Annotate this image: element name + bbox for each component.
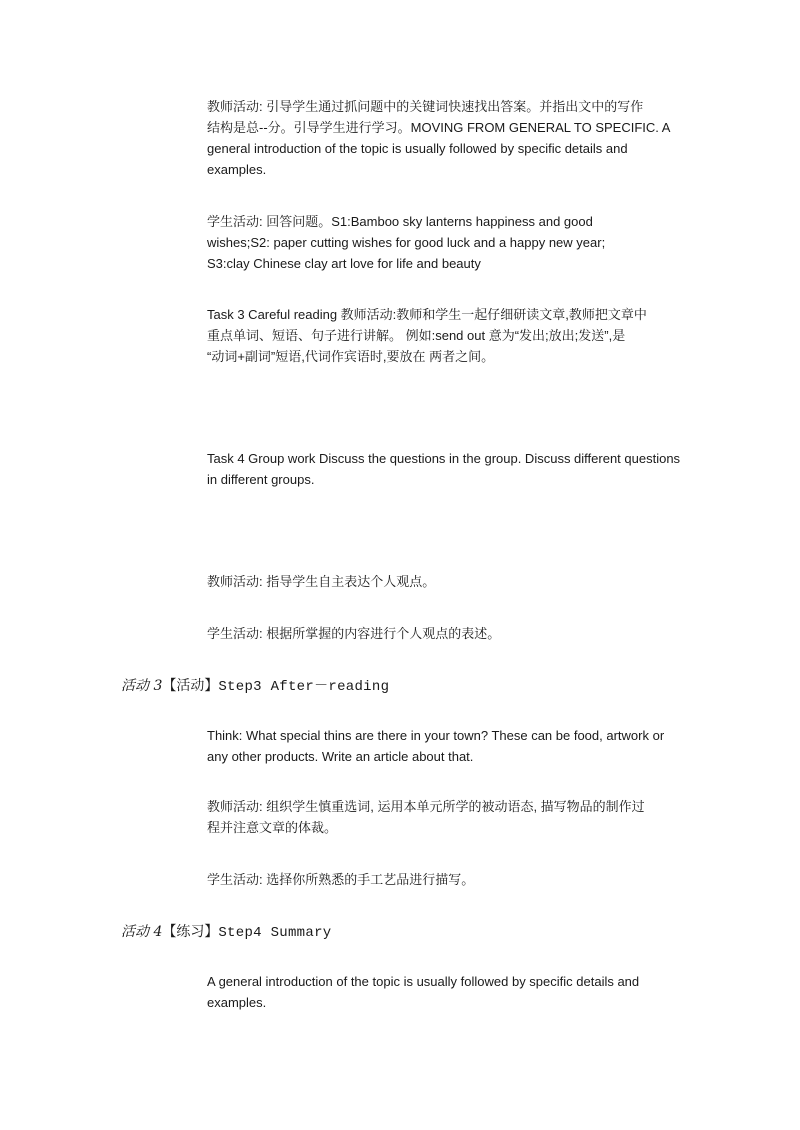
activity-3-heading: [121, 675, 389, 697]
text-line: 学生活动: 回答问题。S1:Bamboo sky lanterns happiness and good: [207, 214, 593, 229]
student-activity-paragraph-1: [207, 211, 687, 274]
text-line: “动词+副词”短语,代词作宾语时,要放在 两者之间。: [207, 349, 495, 364]
activity-label: 活动 3: [121, 678, 163, 694]
text-line: 重点单词、短语、句子进行讲解。 例如:send out 意为“发出;放出;发送”,是: [207, 328, 626, 343]
text-line: 结构是总--分。引导学生进行学习。MOVING FROM GENERAL TO SPECIFIC. A: [207, 120, 671, 135]
student-activity-paragraph-2: [207, 623, 687, 644]
text-line: 学生活动: 选择你所熟悉的手工艺品进行描写。: [207, 872, 475, 887]
text-line: 教师活动: 组织学生慎重选词, 运用本单元所学的被动语态, 描写物品的制作过: [207, 799, 645, 814]
text-line: 程并注意文章的体裁。: [207, 820, 338, 835]
activity-label: 活动 4: [121, 924, 163, 940]
text-line: A general introduction of the topic is usually followed by specific details and: [207, 974, 640, 989]
activity-title: Step4 Summary: [218, 925, 332, 941]
task3-paragraph: [207, 304, 687, 367]
activity-type: 【练习】: [162, 924, 219, 940]
teacher-activity-paragraph-1: [207, 96, 687, 180]
think-paragraph: [207, 725, 687, 767]
teacher-activity-paragraph-3: [207, 796, 687, 838]
teacher-activity-paragraph-2: [207, 571, 687, 592]
activity-type: 【活动】: [162, 678, 219, 694]
summary-paragraph: [207, 971, 687, 1013]
activity-title: Step3 After－reading: [218, 679, 390, 695]
text-line: in different groups.: [207, 472, 315, 487]
student-activity-paragraph-3: [207, 869, 687, 890]
task4-paragraph: [207, 448, 687, 490]
text-line: 教师活动: 指导学生自主表达个人观点。: [207, 574, 436, 589]
activity-4-heading: [121, 921, 331, 943]
text-line: Task 3 Careful reading 教师活动:教师和学生一起仔细研读文章,教师把文章中: [207, 307, 647, 322]
text-line: 学生活动: 根据所掌握的内容进行个人观点的表述。: [207, 626, 501, 641]
text-line: general introduction of the topic is usually followed by specific details and: [207, 141, 628, 156]
text-line: any other products. Write an article about that.: [207, 749, 474, 764]
text-line: Task 4 Group work Discuss the questions in the group. Discuss different questions: [207, 451, 681, 466]
text-line: examples.: [207, 162, 267, 177]
text-line: examples.: [207, 995, 267, 1010]
text-line: wishes;S2: paper cutting wishes for good luck and a happy new year;: [207, 235, 606, 250]
text-line: Think: What special thins are there in your town? These can be food, artwork or: [207, 728, 665, 743]
text-line: 教师活动: 引导学生通过抓问题中的关键词快速找出答案。并指出文中的写作: [207, 99, 644, 114]
text-line: S3:clay Chinese clay art love for life and beauty: [207, 256, 481, 271]
